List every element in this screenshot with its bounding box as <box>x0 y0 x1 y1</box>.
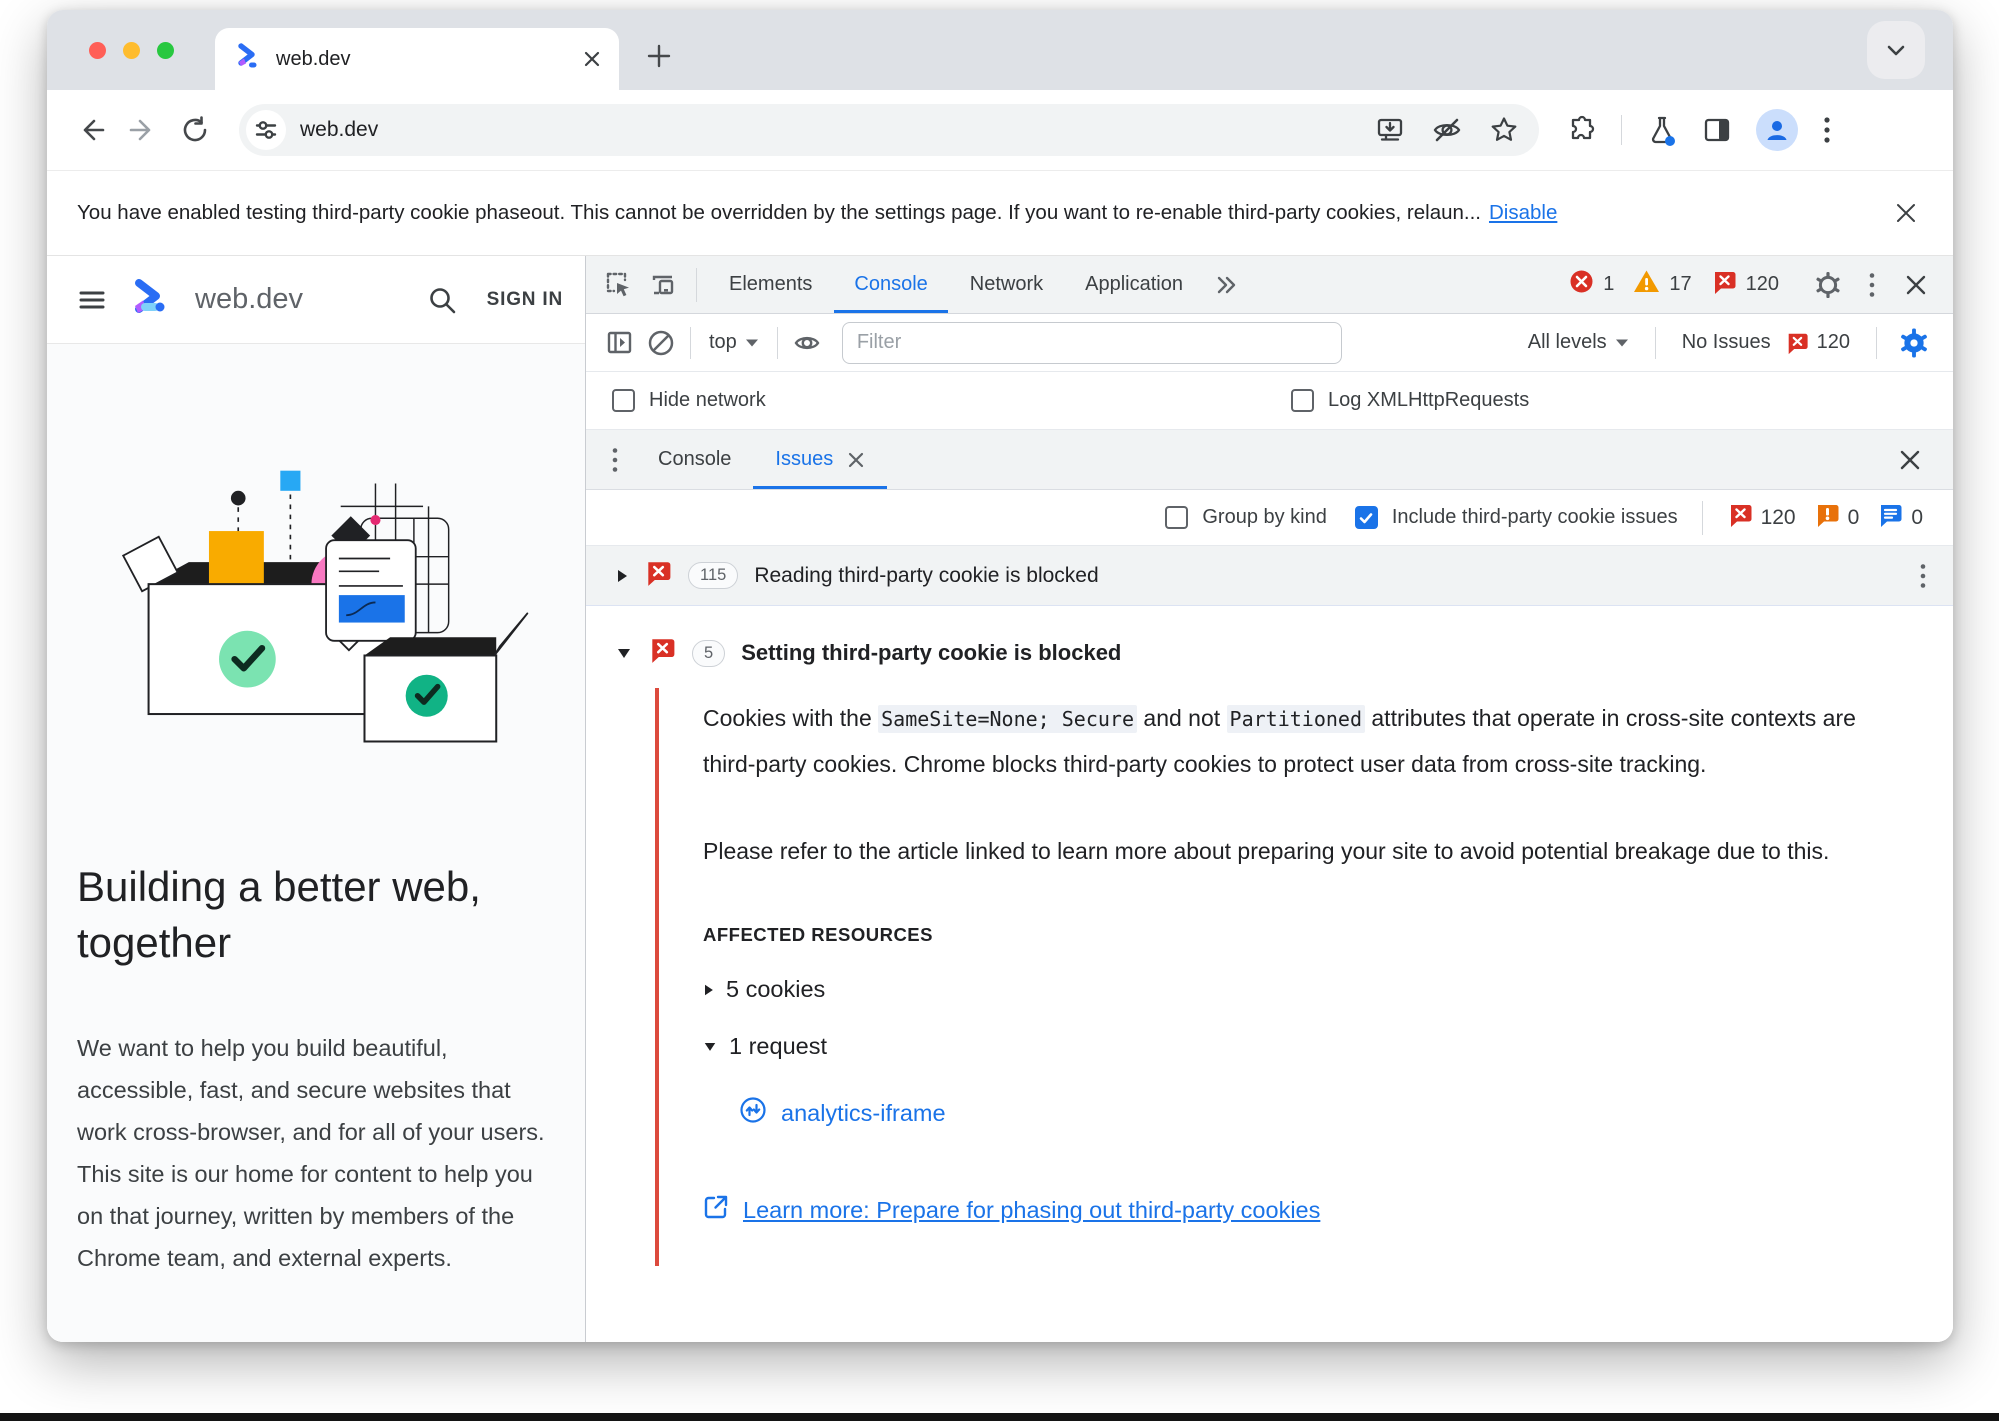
tab-search-button[interactable] <box>1867 21 1925 79</box>
issues-warning-badge-icon <box>1814 502 1840 534</box>
log-xhr-checkbox[interactable] <box>1291 389 1529 412</box>
collapsed-caret-icon[interactable] <box>703 983 714 997</box>
issues-counter-button[interactable] <box>1672 331 1860 355</box>
screen-bottom-edge <box>0 1413 1999 1421</box>
issues-warning-count: 0 <box>1847 505 1860 529</box>
toolbar-divider <box>777 327 778 359</box>
toolbar-divider <box>1621 115 1622 145</box>
side-panel-icon[interactable] <box>1702 115 1732 145</box>
issues-toolbar <box>586 490 1953 546</box>
reload-button[interactable] <box>173 108 217 152</box>
issues-error-badge-icon <box>1727 502 1753 534</box>
request-tree-label: 1 request <box>729 1033 827 1059</box>
issues-counter-value: 120 <box>1816 331 1850 353</box>
issue-setting-cookie-row[interactable] <box>586 606 1953 670</box>
group-by-kind-label: Group by kind <box>1202 506 1327 528</box>
back-button[interactable] <box>69 108 113 152</box>
log-xhr-label: Log XMLHttpRequests <box>1328 389 1530 411</box>
bookmark-star-icon[interactable] <box>1489 115 1519 145</box>
issues-count: 120 <box>1745 273 1779 295</box>
sign-in-button[interactable]: SIGN IN <box>486 288 563 310</box>
infobar-message: You have enabled testing third-party cookie phaseout. This cannot be overridden by the settings page. If you want to re-enable third-party cookies, relaun... <box>77 201 1481 224</box>
drawer-tab-issues[interactable] <box>753 430 887 489</box>
expanded-caret-icon[interactable] <box>703 1041 717 1052</box>
hero-illustration <box>101 452 531 767</box>
code-partitioned: Partitioned <box>1227 705 1365 733</box>
issue-reading-cookie-row[interactable] <box>586 546 1953 606</box>
include-third-party-label: Include third-party cookie issues <box>1391 506 1678 528</box>
cookies-tree-label: 5 cookies <box>726 976 826 1002</box>
request-resource-link[interactable] <box>739 1096 1883 1130</box>
more-tabs-icon[interactable] <box>1205 264 1247 306</box>
code-samesite: SameSite=None; Secure <box>878 705 1137 733</box>
tab-title: web.dev <box>276 47 351 70</box>
request-tree-item[interactable] <box>703 1033 1883 1060</box>
infobar-disable-link[interactable]: Disable <box>1488 201 1558 224</box>
devtools-panel <box>585 256 1953 1342</box>
issue-description-paragraph: Cookies with the SameSite=None; Secure and not Partitioned attributes that operate in cross-site contexts are third-party cookies. Chrome blocks third-party cookies to protect user data from cross-site tracking. <box>703 705 1856 777</box>
issue-refer-paragraph: Please refer to the article linked to learn more about preparing your site to avoid potential breakage due to this. <box>703 838 1830 864</box>
preview-hidden-icon[interactable] <box>1431 114 1463 146</box>
toolbar-divider <box>1876 327 1877 359</box>
infobar-close-icon[interactable] <box>1895 202 1917 224</box>
issue-title: Setting third-party cookie is blocked <box>741 640 1122 665</box>
devtools-tabbar <box>586 256 1953 314</box>
checkbox-checked[interactable] <box>1355 506 1378 529</box>
browser-window <box>47 10 1953 1342</box>
cookie-phaseout-infobar <box>47 170 1953 256</box>
checkbox-unchecked[interactable] <box>612 389 635 412</box>
log-level-selector[interactable] <box>1518 331 1639 354</box>
tab-console[interactable]: Console <box>834 256 947 313</box>
drawer-menu-icon[interactable] <box>594 439 636 481</box>
extensions-icon[interactable] <box>1567 115 1597 145</box>
affected-resources-heading: AFFECTED RESOURCES <box>703 924 933 945</box>
issue-count-pill: 115 <box>688 562 738 589</box>
hamburger-menu-icon[interactable] <box>77 285 107 315</box>
experiments-beaker-icon[interactable] <box>1646 114 1678 146</box>
expanded-caret-icon[interactable] <box>616 647 632 659</box>
devtools-menu-icon[interactable] <box>1851 264 1893 306</box>
error-count-icon[interactable] <box>1569 269 1594 300</box>
webdev-favicon-icon <box>235 43 262 75</box>
inspect-element-icon[interactable] <box>598 264 640 306</box>
issues-note-count: 0 <box>1911 505 1923 529</box>
live-expression-eye-icon[interactable] <box>786 322 828 364</box>
tab-close-icon[interactable] <box>583 50 601 68</box>
tabbar-divider <box>696 268 697 302</box>
request-icon <box>739 1096 767 1130</box>
drawer-tab-console[interactable]: Console <box>658 448 732 470</box>
issue-error-badge-icon <box>648 636 676 670</box>
collapsed-caret-icon[interactable] <box>616 568 628 584</box>
console-options-row <box>586 372 1953 430</box>
checkbox-unchecked[interactable] <box>1291 389 1314 412</box>
site-header <box>47 256 585 344</box>
page-body <box>47 344 585 1342</box>
site-settings-icon[interactable] <box>246 110 286 150</box>
page-intro-text: We want to help you build beautiful, accessible, fast, and secure websites that work cross-browser, and for all of your users. This site is our home for content to help you on that journey, written by members of the Chrome team, and external experts. <box>77 1035 545 1271</box>
clear-console-icon[interactable] <box>640 322 682 364</box>
issue-count-pill: 5 <box>692 640 725 667</box>
webdev-page <box>47 256 585 1342</box>
context-selector-label: top <box>709 331 737 353</box>
issues-count-icon[interactable] <box>1711 269 1737 301</box>
console-settings-gear-icon[interactable] <box>1893 322 1935 364</box>
drawer-tabbar <box>586 430 1953 490</box>
drawer-tab-issues-label: Issues <box>775 448 834 470</box>
settings-gear-icon[interactable] <box>1807 264 1849 306</box>
drawer-tab-close-icon <box>847 451 865 469</box>
install-icon[interactable] <box>1375 115 1405 145</box>
learn-more-row <box>703 1194 1883 1226</box>
profile-avatar[interactable] <box>1756 109 1798 151</box>
close-window-button[interactable] <box>89 42 106 59</box>
drawer-close-icon[interactable] <box>1889 439 1931 481</box>
tab-elements[interactable]: Elements <box>729 273 813 295</box>
zoom-window-button[interactable] <box>157 42 174 59</box>
issue-menu-icon[interactable] <box>1919 562 1927 590</box>
forward-button[interactable] <box>121 108 165 152</box>
devtools-close-icon[interactable] <box>1895 264 1937 306</box>
external-link-icon <box>703 1194 729 1226</box>
error-count: 1 <box>1603 273 1615 295</box>
device-toolbar-icon[interactable] <box>642 264 684 306</box>
filter-input[interactable] <box>842 322 1342 364</box>
url-text[interactable]: web.dev <box>300 118 379 141</box>
context-selector[interactable] <box>699 314 769 371</box>
minimize-window-button[interactable] <box>123 42 140 59</box>
window-controls <box>89 42 174 59</box>
issue-description <box>655 688 1893 1266</box>
page-title: Building a better web, together <box>77 863 481 966</box>
hide-network-checkbox[interactable] <box>612 389 766 412</box>
toolbar-divider <box>690 327 691 359</box>
webdev-logo-icon[interactable] <box>129 276 171 323</box>
browser-tab[interactable] <box>215 28 619 90</box>
toolbar-divider <box>1655 327 1656 359</box>
issue-title: Reading third-party cookie is blocked <box>754 563 1099 587</box>
issues-list <box>586 546 1953 1342</box>
checkbox-unchecked[interactable] <box>1165 506 1188 529</box>
cookies-tree-item[interactable] <box>703 976 1883 1003</box>
warning-count-icon[interactable] <box>1633 269 1660 300</box>
request-link-label[interactable]: analytics-iframe <box>781 1099 946 1126</box>
tab-application[interactable]: Application <box>1085 273 1183 295</box>
issues-error-count: 120 <box>1760 505 1796 529</box>
search-icon[interactable] <box>427 285 457 315</box>
browser-menu-icon[interactable] <box>1822 115 1832 145</box>
address-bar[interactable] <box>239 104 1539 156</box>
group-by-kind-checkbox[interactable] <box>1165 506 1327 529</box>
learn-more-link[interactable]: Learn more: Prepare for phasing out third-party cookies <box>743 1196 1321 1223</box>
tab-strip <box>47 10 1953 90</box>
hide-network-label: Hide network <box>649 389 766 411</box>
toolbar-divider <box>1702 501 1703 535</box>
site-brand[interactable]: web.dev <box>195 283 304 315</box>
include-third-party-checkbox[interactable] <box>1355 506 1678 529</box>
warning-count: 17 <box>1669 273 1692 295</box>
new-tab-button[interactable] <box>641 38 677 74</box>
console-sidebar-icon[interactable] <box>598 322 640 364</box>
browser-toolbar <box>47 90 1953 170</box>
issue-error-badge-icon <box>644 559 672 593</box>
console-toolbar <box>586 314 1953 372</box>
log-level-label: All levels <box>1527 331 1607 353</box>
tab-network[interactable]: Network <box>969 273 1044 295</box>
no-issues-label: No Issues <box>1681 331 1771 353</box>
issues-note-badge-icon <box>1877 502 1903 534</box>
